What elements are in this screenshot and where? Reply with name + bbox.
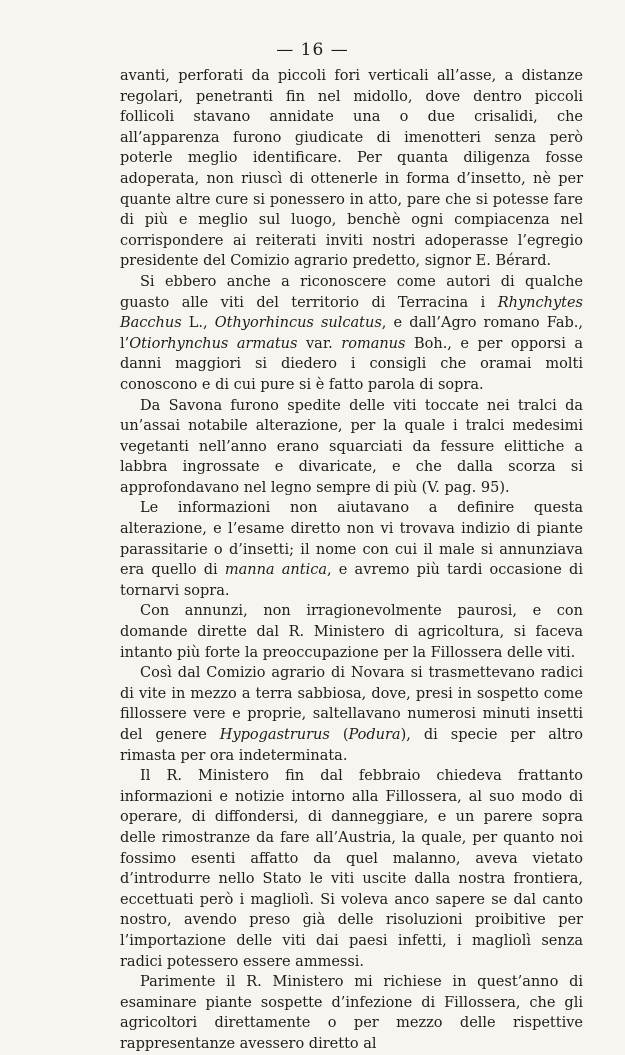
paragraph: Da Savona furono spedite delle viti toccate nei tralci da un’assai notabile alterazione, per la quale i tralci medesimi vegetanti nell’anno erano squarciati da fessure elittiche a labbra ingrossate e divaricate, e che dalla scorza si approfondavano nel legno sempre di più (V. pag. 95). (120, 397, 583, 496)
paragraph: Con annunzi, non irragionevolmente paurosi, e con domande dirette dal R. Ministero di agricoltura, si faceva intanto più forte la preoccupazione per la Fillossera delle viti. (120, 603, 583, 661)
paragraph: Le informazioni non aiutavano a definire questa alterazione, e l’esame diretto non vi trovava indizio di piante parassitarie o d’insetti; il nome con cui il male si annunziava era quello di manna antica, e avremo più tardi occasione di tornarvi sopra. (120, 500, 583, 599)
page-number: — 16 — (276, 40, 349, 60)
paragraph: Così dal Comizio agrario di Novara si trasmettevano radici di vite in mezzo a terra sabbiosa, dove, presi in sospetto come fillossere vere e proprie, saltellavano numerosi minuti insetti del genere Hypogastrurus (Podura), di specie per altro rimasta per ora indeterminata. (120, 665, 583, 764)
paragraph: Si ebbero anche a riconoscere come autori di qualche guasto alle viti del territorio di Terracina i Rhynchytes Bacchus L., Othyorhincus sulcatus, e dall’Agro romano Fab., l’Otiorhynchus armatus var. romanus Boh., e per opporsi a danni maggiori si diedero i consigli che oramai molti conoscono e di cui pure si è fatto parola di sopra. (120, 273, 584, 393)
paragraph: Parimente il R. Ministero mi richiese in quest’anno di esaminare piante sospette d’infezione di Fillossera, che gli agricoltori direttamente o per mezzo delle rispettive rappresentanze avessero diretto al (120, 974, 583, 1052)
paragraph: Il R. Ministero fin dal febbraio chiedeva frattanto informazioni e notizie intorno alla Fillossera, al suo modo di operare, di diffondersi, di danneggiare, e un parere sopra delle rimostranze da fare all’Austria, la quale, per quanto noi fossimo esenti affatto da quel malanno, aveva vietato d’introdurre nello Stato le viti uscite dalla nostra frontiera, eccettuati però i magliolì. Si voleva anco sapere se dal canto nostro, avendo preso già delle risoluzioni proibitive per l’importazione delle viti dai paesi infetti, i magliolì senza radici potessero essere ammessi. (120, 768, 583, 970)
paragraph: avanti, perforati da piccoli fori verticali all’asse, a distanze regolari, penetranti fin nel midollo, dove dentro piccoli follicoli stavano annidate una o due crisalidi, che all’apparenza furono giudicate di imenotteri senza però poterle meglio identificare. Per quanta diligenza fosse adoperata, non riuscì di ottenerle in forma d’insetto, nè per quante altre cure si ponessero in atto, pare che si potesse fare di più e meglio sul luogo, benchè ogni compiacenza nel corrispondere ai reiterati inviti nostri adoperasse l’egregio presidente del Comizio agrario predetto, signor E. Bérard. (120, 68, 583, 270)
page-body (120, 66, 583, 1055)
